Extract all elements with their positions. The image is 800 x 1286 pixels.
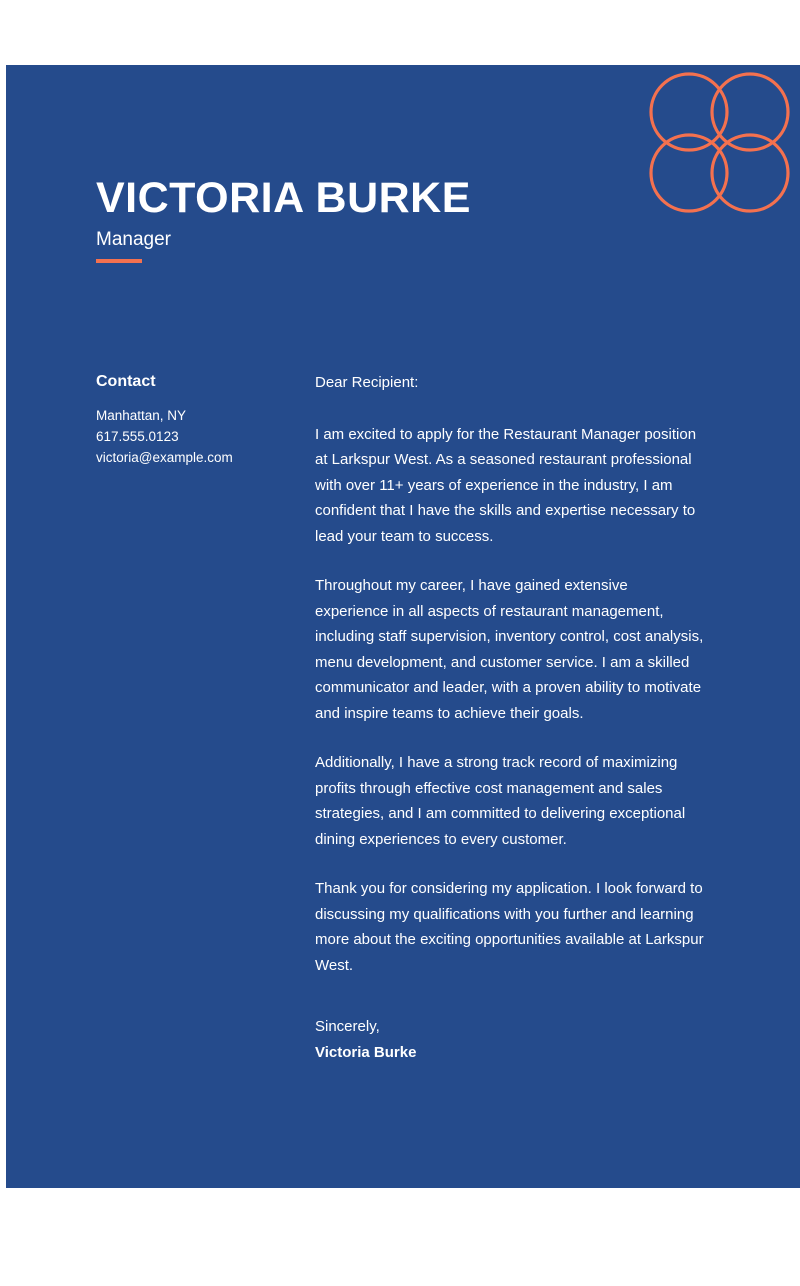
cover-letter-sheet [6,65,800,1188]
contact-location: Manhattan, NY [96,408,187,423]
contact-list [96,405,315,468]
contact-email: victoria@example.com [96,450,233,465]
contact-heading: Contact [96,373,156,390]
letter-header [96,174,716,263]
contact-column [96,370,315,468]
contact-phone: 617.555.0123 [96,429,179,444]
applicant-role: Manager [96,229,171,250]
accent-rule [96,259,142,263]
letter-salutation: Dear Recipient: [315,374,419,391]
letter-paragraph: Thank you for considering my application. I look forward to discussing my qualifications with you further and learning more about the exciting opportunities available at Larkspur West. [315,880,704,974]
letter-body-columns [96,370,800,1065]
closing-phrase: Sincerely, [315,1018,380,1035]
letter-text-column [315,370,705,1065]
closing-signature: Victoria Burke [315,1043,417,1061]
letter-paragraph: Throughout my career, I have gained extensive experience in all aspects of restaurant management, including staff supervision, inventory control, cost analysis, menu development, and customer service. I am a skilled communicator and leader, with a proven ability to motivate and inspire teams to achieve their goals. [315,577,704,722]
letter-closing [315,1014,705,1065]
letter-paragraph: I am excited to apply for the Restaurant Manager position at Larkspur West. As a seasoned restaurant professional with over 11+ years of experience in the industry, I am confident that I have the skills and expertise necessary to lead your team to success. [315,425,697,545]
letter-paragraph: Additionally, I have a strong track record of maximizing profits through effective cost management and sales strategies, and I am committed to delivering exceptional dining experiences to every customer. [315,754,686,848]
applicant-name: VICTORIA BURKE [96,174,471,222]
